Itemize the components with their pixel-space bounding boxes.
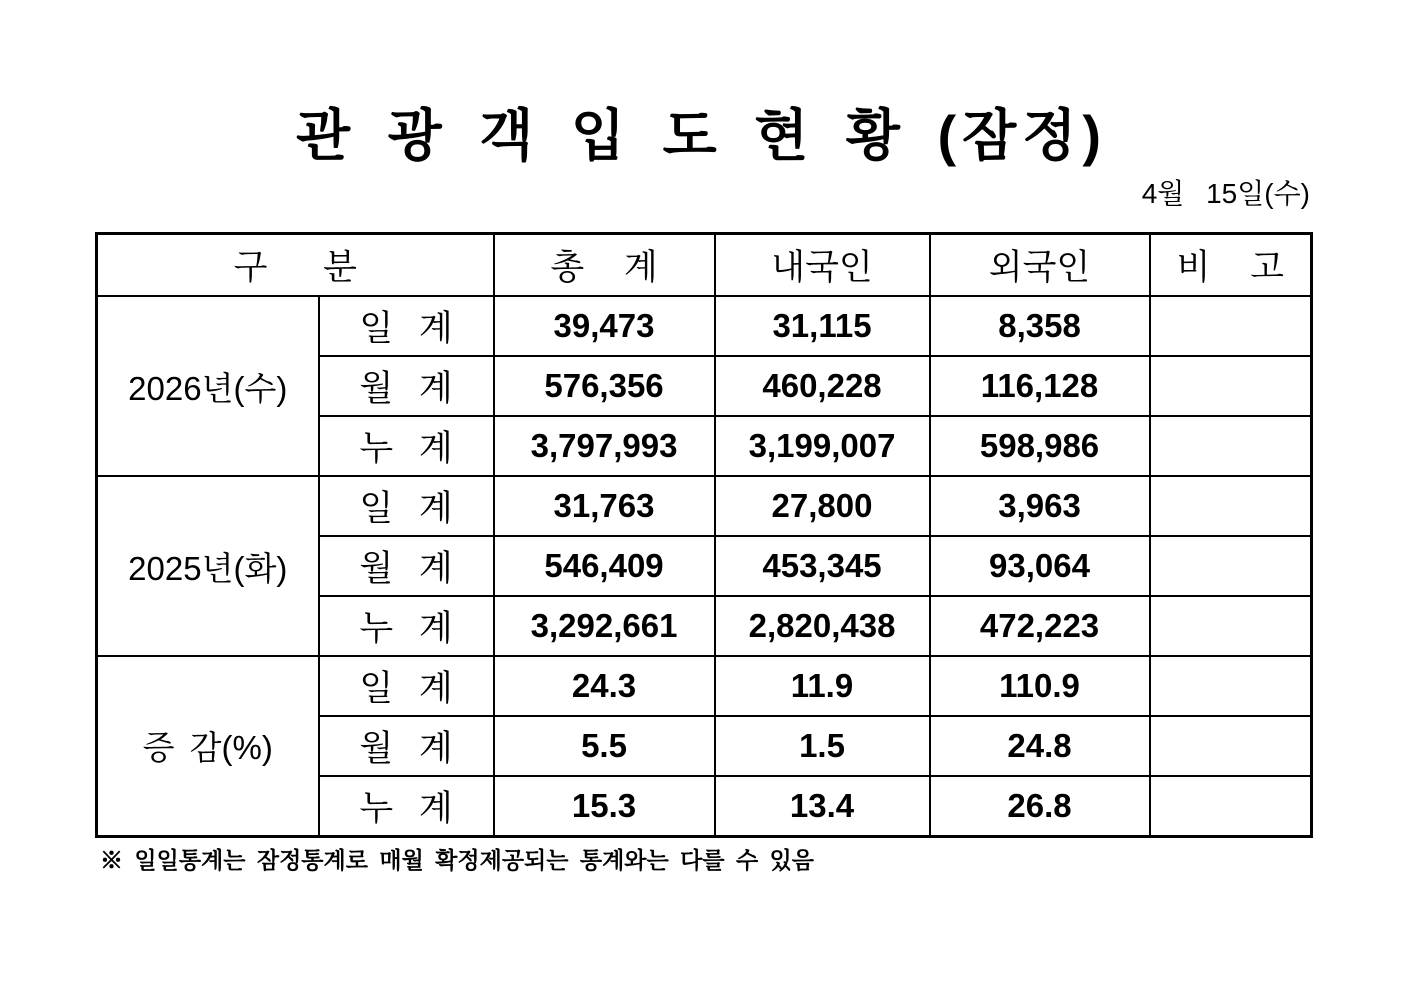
cell-domestic: 1.5 <box>715 716 930 776</box>
row-type-label: 일 계 <box>319 476 494 536</box>
row-type-label: 월 계 <box>319 536 494 596</box>
cell-total: 15.3 <box>494 776 715 836</box>
cell-total: 3,292,661 <box>494 596 715 656</box>
header-remark: 비 고 <box>1150 234 1312 297</box>
cell-foreign: 110.9 <box>930 656 1150 716</box>
row-type-label: 누 계 <box>319 596 494 656</box>
cell-foreign: 472,223 <box>930 596 1150 656</box>
cell-total: 39,473 <box>494 296 715 356</box>
group-label-2026: 2026년(수) <box>97 296 319 476</box>
row-type-label: 누 계 <box>319 776 494 836</box>
header-category: 구 분 <box>97 234 494 297</box>
cell-total: 31,763 <box>494 476 715 536</box>
cell-domestic: 31,115 <box>715 296 930 356</box>
cell-remark <box>1150 716 1312 776</box>
cell-foreign: 8,358 <box>930 296 1150 356</box>
report-date: 4월 15일(수) <box>1141 178 1310 209</box>
cell-remark <box>1150 656 1312 716</box>
cell-total: 24.3 <box>494 656 715 716</box>
group-label-change: 증 감(%) <box>97 656 319 836</box>
cell-total: 3,797,993 <box>494 416 715 476</box>
row-type-label: 일 계 <box>319 296 494 356</box>
cell-remark <box>1150 296 1312 356</box>
cell-domestic: 460,228 <box>715 356 930 416</box>
header-row <box>97 234 1312 297</box>
cell-total: 546,409 <box>494 536 715 596</box>
row-type-label: 일 계 <box>319 656 494 716</box>
cell-remark <box>1150 476 1312 536</box>
cell-domestic: 3,199,007 <box>715 416 930 476</box>
page-title: 관 광 객 입 도 현 황 (잠정) <box>295 104 1108 167</box>
table-row <box>97 296 1312 356</box>
cell-domestic: 11.9 <box>715 656 930 716</box>
cell-domestic: 27,800 <box>715 476 930 536</box>
table-row <box>97 476 1312 536</box>
table-row <box>97 656 1312 716</box>
header-domestic: 내국인 <box>715 234 930 297</box>
cell-domestic: 453,345 <box>715 536 930 596</box>
cell-remark <box>1150 596 1312 656</box>
footnote: ※ 일일통계는 잠정통계로 매월 확정제공되는 통계와는 다를 수 있음 <box>100 847 815 873</box>
cell-foreign: 93,064 <box>930 536 1150 596</box>
row-type-label: 월 계 <box>319 716 494 776</box>
group-label-2025: 2025년(화) <box>97 476 319 656</box>
cell-foreign: 24.8 <box>930 716 1150 776</box>
cell-total: 5.5 <box>494 716 715 776</box>
cell-remark <box>1150 776 1312 836</box>
cell-remark <box>1150 536 1312 596</box>
cell-foreign: 3,963 <box>930 476 1150 536</box>
header-total: 총 계 <box>494 234 715 297</box>
cell-domestic: 13.4 <box>715 776 930 836</box>
cell-remark <box>1150 356 1312 416</box>
header-foreign: 외국인 <box>930 234 1150 297</box>
cell-foreign: 26.8 <box>930 776 1150 836</box>
cell-foreign: 598,986 <box>930 416 1150 476</box>
cell-foreign: 116,128 <box>930 356 1150 416</box>
row-type-label: 월 계 <box>319 356 494 416</box>
cell-remark <box>1150 416 1312 476</box>
cell-domestic: 2,820,438 <box>715 596 930 656</box>
tourist-statistics-table <box>95 232 1313 838</box>
row-type-label: 누 계 <box>319 416 494 476</box>
cell-total: 576,356 <box>494 356 715 416</box>
